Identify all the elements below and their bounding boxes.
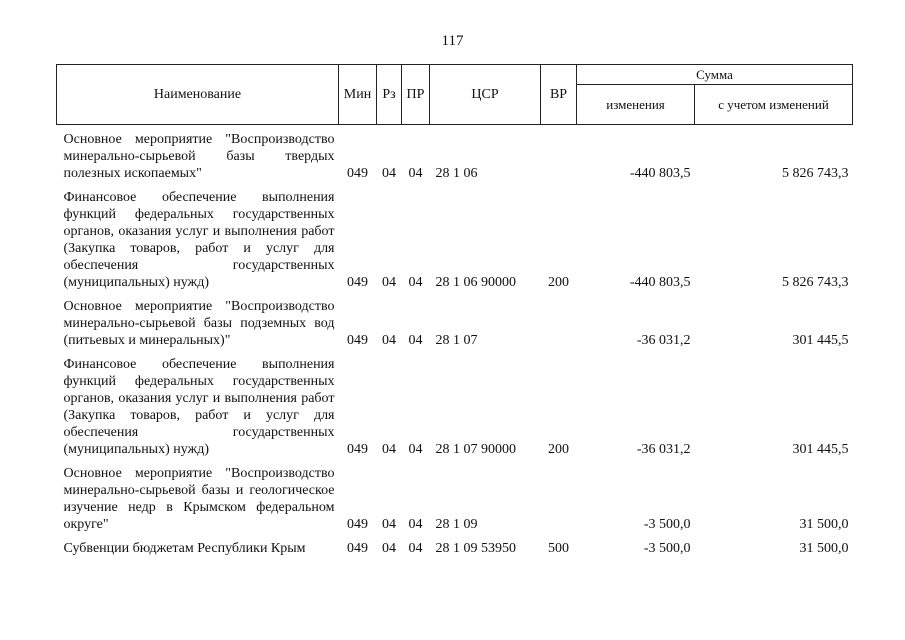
- row-min: 049: [347, 166, 368, 181]
- row-change: -36 031,2: [636, 333, 691, 348]
- row-csr: 28 1 07: [435, 333, 478, 348]
- row-name: Субвенции бюджетам Республики Крым: [63, 541, 306, 556]
- row-change: -3 500,0: [643, 541, 691, 556]
- table-row: [57, 356, 853, 465]
- row-change: -3 500,0: [643, 517, 691, 532]
- table-header: [57, 65, 853, 125]
- header-vr: ВР: [541, 65, 577, 125]
- row-min: 049: [347, 275, 368, 290]
- row-pr: 04: [408, 442, 423, 457]
- row-rz: 04: [382, 333, 396, 348]
- row-name: Основное мероприятие "Воспроизводство минерально-сырьевой базы и геологическое изучение недр в Крымском федеральном округе": [63, 466, 335, 532]
- table-row: [57, 465, 853, 540]
- header-csr: ЦСР: [430, 65, 541, 125]
- row-name: Основное мероприятие "Воспроизводство минерально-сырьевой базы твердых полезных ископаемых": [63, 132, 335, 181]
- row-name: Основное мероприятие "Воспроизводство минерально-сырьевой базы подземных вод (питьевых и минеральных)": [63, 299, 335, 348]
- row-pr: 04: [408, 541, 423, 556]
- row-with-change: 31 500,0: [799, 541, 849, 556]
- row-name: Финансовое обеспечение выполнения функций федеральных государственных органов, оказания услуг и выполнения работ (Закупка товаров, работ и услуг для обеспечения государственных (муниципальных) нужд): [63, 357, 335, 457]
- row-rz: 04: [382, 517, 396, 532]
- header-with-change: с учетом изменений: [695, 85, 853, 125]
- row-name: Финансовое обеспечение выполнения функций федеральных государственных органов, оказания услуг и выполнения работ (Закупка товаров, работ и услуг для обеспечения государственных (муниципальных) нужд): [63, 190, 335, 290]
- row-csr: 28 1 09 53950: [435, 541, 516, 556]
- row-rz: 04: [382, 275, 396, 290]
- row-csr: 28 1 06: [435, 166, 478, 181]
- table-row: [57, 189, 853, 298]
- row-min: 049: [347, 541, 368, 556]
- row-rz: 04: [382, 541, 396, 556]
- header-rz: Рз: [377, 65, 402, 125]
- row-vr: [541, 465, 577, 540]
- header-sum: Сумма: [577, 65, 853, 85]
- row-min: 049: [347, 442, 368, 457]
- table-body: [57, 125, 853, 565]
- row-vr: [541, 125, 577, 190]
- row-with-change: 301 445,5: [792, 442, 849, 457]
- row-rz: 04: [382, 166, 396, 181]
- row-vr: 500: [548, 541, 569, 556]
- row-min: 049: [347, 333, 368, 348]
- header-name: Наименование: [57, 65, 339, 125]
- row-pr: 04: [408, 333, 423, 348]
- row-min: 049: [347, 517, 368, 532]
- row-pr: 04: [408, 166, 423, 181]
- row-change: -440 803,5: [629, 275, 691, 290]
- row-with-change: 31 500,0: [799, 517, 849, 532]
- row-with-change: 5 826 743,3: [782, 166, 849, 181]
- table-row: [57, 298, 853, 356]
- row-vr: [541, 298, 577, 356]
- header-change: изменения: [577, 85, 695, 125]
- row-csr: 28 1 09: [435, 517, 478, 532]
- row-pr: 04: [408, 275, 423, 290]
- row-vr: 200: [548, 275, 569, 290]
- header-min: Мин: [339, 65, 377, 125]
- table-row: [57, 540, 853, 564]
- row-pr: 04: [408, 517, 423, 532]
- header-pr: ПР: [402, 65, 430, 125]
- row-with-change: 301 445,5: [792, 333, 849, 348]
- row-with-change: 5 826 743,3: [782, 275, 849, 290]
- row-change: -36 031,2: [636, 442, 691, 457]
- row-rz: 04: [382, 442, 396, 457]
- row-vr: 200: [548, 442, 569, 457]
- table-row: [57, 125, 853, 190]
- row-change: -440 803,5: [629, 166, 691, 181]
- row-csr: 28 1 07 90000: [435, 442, 516, 457]
- row-csr: 28 1 06 90000: [435, 275, 516, 290]
- page-number: 117: [441, 33, 464, 49]
- budget-table: [56, 64, 853, 564]
